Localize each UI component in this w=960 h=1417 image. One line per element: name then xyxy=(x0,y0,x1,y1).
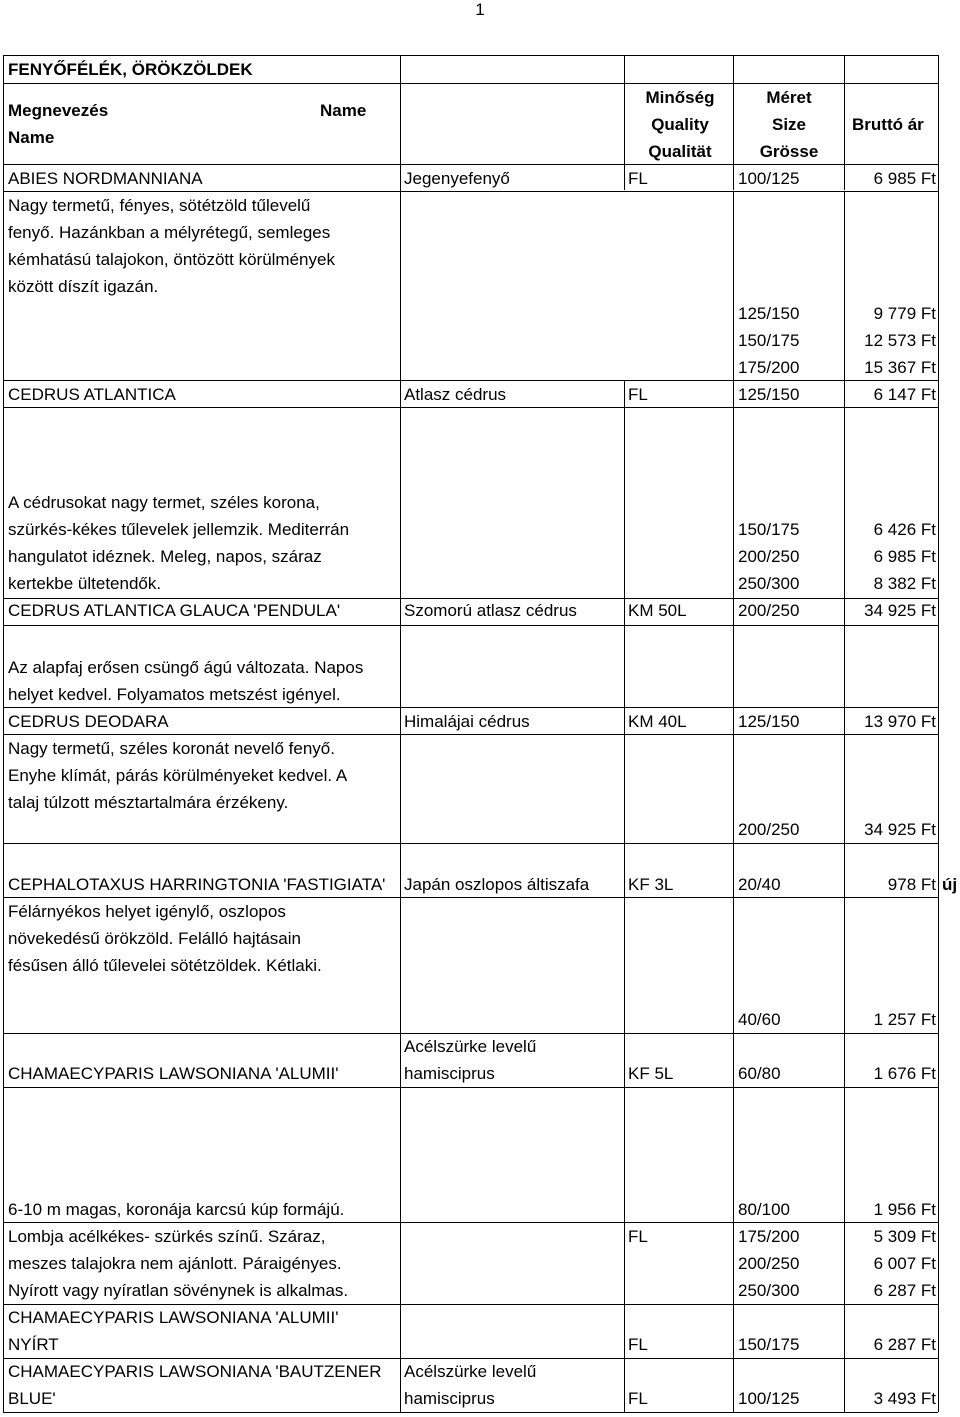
row-quality: FL xyxy=(628,1227,648,1246)
row-size: 40/60 xyxy=(738,1010,781,1029)
row-size: 175/200 xyxy=(738,1227,800,1246)
row-quality: KM 40L xyxy=(628,712,687,731)
row-quality: KM 50L xyxy=(628,601,687,620)
row-quality: FL xyxy=(628,1335,648,1354)
row-text: fenyő. Hazánkban a mélyrétegű, semleges xyxy=(8,223,331,242)
row-text: fésűsen álló tűlevelei sötétzöldek. Kétlaki. xyxy=(8,956,322,975)
row-text: NYÍRT xyxy=(8,1335,59,1354)
row-price: 6 426 Ft xyxy=(873,520,936,539)
row-price: 6 985 Ft xyxy=(873,169,936,188)
row-name: Atlasz cédrus xyxy=(404,385,507,404)
row-price: 6 985 Ft xyxy=(873,547,936,566)
grid-hline xyxy=(3,1412,938,1413)
row-text: Az alapfaj erősen csüngő ágú változata. Napos xyxy=(8,658,364,677)
row-quality: FL xyxy=(628,385,648,404)
header-quality-3: Qualität xyxy=(648,142,712,161)
header-size-2: Size xyxy=(771,115,807,134)
header-size-3: Grösse xyxy=(759,142,819,161)
row-size: 200/250 xyxy=(738,1254,800,1273)
row-size: 175/200 xyxy=(738,358,800,377)
new-badge: új xyxy=(942,875,958,894)
row-text: 6-10 m magas, koronája karcsú kúp formájú. xyxy=(8,1200,345,1219)
row-size: 250/300 xyxy=(738,1281,800,1300)
row-size: 200/250 xyxy=(738,601,800,620)
row-size: 200/250 xyxy=(738,820,800,839)
row-price: 978 Ft xyxy=(887,875,936,894)
row-text: CHAMAECYPARIS LAWSONIANA 'BAUTZENER xyxy=(8,1362,382,1381)
row-name: Acélszürke levelű xyxy=(404,1362,537,1381)
row-name: Jegenyefenyő xyxy=(404,169,510,188)
row-name: Japán oszlopos áltiszafa xyxy=(404,875,590,894)
row-text: A cédrusokat nagy termet, széles korona, xyxy=(8,493,320,512)
row-price: 12 573 Ft xyxy=(864,331,936,350)
header-quality-1: Minőség xyxy=(645,88,715,107)
row-price: 8 382 Ft xyxy=(873,574,936,593)
row-quality: KF 5L xyxy=(628,1064,674,1083)
row-price: 5 309 Ft xyxy=(873,1227,936,1246)
row-text: CEDRUS DEODARA xyxy=(8,712,169,731)
row-size: 150/175 xyxy=(738,331,800,350)
header-quality-2: Quality xyxy=(651,115,709,134)
row-text: Nagy termetű, széles koronát nevelő fenyő. xyxy=(8,739,335,758)
header-name-mid: Name xyxy=(320,101,367,120)
header-size-1: Méret xyxy=(766,88,812,107)
row-size: 100/125 xyxy=(738,169,800,188)
row-text: Félárnyékos helyet igénylő, oszlopos xyxy=(8,902,286,921)
row-quality: KF 3L xyxy=(628,875,674,894)
row-name: hamisciprus xyxy=(404,1389,495,1408)
row-text: talaj túlzott mésztartalmára érzékeny. xyxy=(8,793,289,812)
row-price: 9 779 Ft xyxy=(873,304,936,323)
row-size: 125/150 xyxy=(738,385,800,404)
row-text: CEDRUS ATLANTICA GLAUCA 'PENDULA' xyxy=(8,601,341,620)
grid-vline xyxy=(3,55,4,1412)
row-price: 6 287 Ft xyxy=(873,1281,936,1300)
row-price: 1 956 Ft xyxy=(873,1200,936,1219)
row-quality: FL xyxy=(628,169,648,188)
row-text: között díszít igazán. xyxy=(8,277,159,296)
row-size: 125/150 xyxy=(738,712,800,731)
row-text: szürkés-kékes tűlevelek jellemzik. Mediterrán xyxy=(8,520,350,539)
row-name: Acélszürke levelű xyxy=(404,1037,537,1056)
row-price: 3 493 Ft xyxy=(873,1389,936,1408)
row-price: 13 970 Ft xyxy=(864,712,936,731)
row-text: ABIES NORDMANNIANA xyxy=(8,169,203,188)
grid-hline xyxy=(3,1087,938,1088)
row-text: növekedésű örökzöld. Felálló hajtásain xyxy=(8,929,301,948)
row-text: Nyírott vagy nyíratlan sövénynek is alkalmas. xyxy=(8,1281,349,1300)
header-price: Bruttó ár xyxy=(852,115,924,134)
row-size: 250/300 xyxy=(738,574,800,593)
grid-vline xyxy=(400,55,401,1412)
header-megnevezes: Megnevezés xyxy=(8,101,109,120)
row-name: Himalájai cédrus xyxy=(404,712,530,731)
row-text: BLUE' xyxy=(8,1389,56,1408)
grid-vline xyxy=(733,191,734,1412)
row-price: 6 287 Ft xyxy=(873,1335,936,1354)
row-text: kémhatású talajokon, öntözött körülmények xyxy=(8,250,335,269)
row-size: 80/100 xyxy=(738,1200,790,1219)
page-number: 1 xyxy=(475,0,485,19)
row-price: 1 676 Ft xyxy=(873,1064,936,1083)
row-price: 6 007 Ft xyxy=(873,1254,936,1273)
header-name-left: Name xyxy=(8,128,55,147)
row-size: 20/40 xyxy=(738,875,781,894)
row-text: Nagy termetű, fényes, sötétzöld tűlevelű xyxy=(8,196,311,215)
row-price: 1 257 Ft xyxy=(873,1010,936,1029)
row-text: hangulatot idéznek. Meleg, napos, száraz xyxy=(8,547,322,566)
row-size: 150/175 xyxy=(738,520,800,539)
row-price: 34 925 Ft xyxy=(864,820,936,839)
row-size: 60/80 xyxy=(738,1064,781,1083)
row-text: CHAMAECYPARIS LAWSONIANA 'ALUMII' xyxy=(8,1064,339,1083)
row-text: CEDRUS ATLANTICA xyxy=(8,385,176,404)
row-text: CHAMAECYPARIS LAWSONIANA 'ALUMII' xyxy=(8,1308,339,1327)
grid-vline xyxy=(938,55,939,1412)
row-text: Enyhe klímát, párás körülményeket kedvel. A xyxy=(8,766,348,785)
row-text: meszes talajokra nem ajánlott. Páraigényes. xyxy=(8,1254,342,1273)
row-text: helyet kedvel. Folyamatos metszést igényel. xyxy=(8,685,341,704)
row-quality: FL xyxy=(628,1389,648,1408)
row-text: CEPHALOTAXUS HARRINGTONIA 'FASTIGIATA' xyxy=(8,875,386,894)
row-text: kertekbe ültetendők. xyxy=(8,574,162,593)
grid-vline xyxy=(624,380,625,1412)
row-price: 15 367 Ft xyxy=(864,358,936,377)
row-name: hamisciprus xyxy=(404,1064,495,1083)
row-size: 150/175 xyxy=(738,1335,800,1354)
row-size: 125/150 xyxy=(738,304,800,323)
row-name: Szomorú atlasz cédrus xyxy=(404,601,577,620)
row-size: 100/125 xyxy=(738,1389,800,1408)
grid-hline xyxy=(3,843,938,844)
row-text: Lombja acélkékes- szürkés színű. Száraz, xyxy=(8,1227,326,1246)
row-price: 6 147 Ft xyxy=(873,385,936,404)
row-size: 200/250 xyxy=(738,547,800,566)
row-price: 34 925 Ft xyxy=(864,601,936,620)
grid-vline xyxy=(733,625,734,707)
section-title: FENYŐFÉLÉK, ÖRÖKZÖLDEK xyxy=(8,60,253,79)
grid-hline xyxy=(3,625,938,626)
